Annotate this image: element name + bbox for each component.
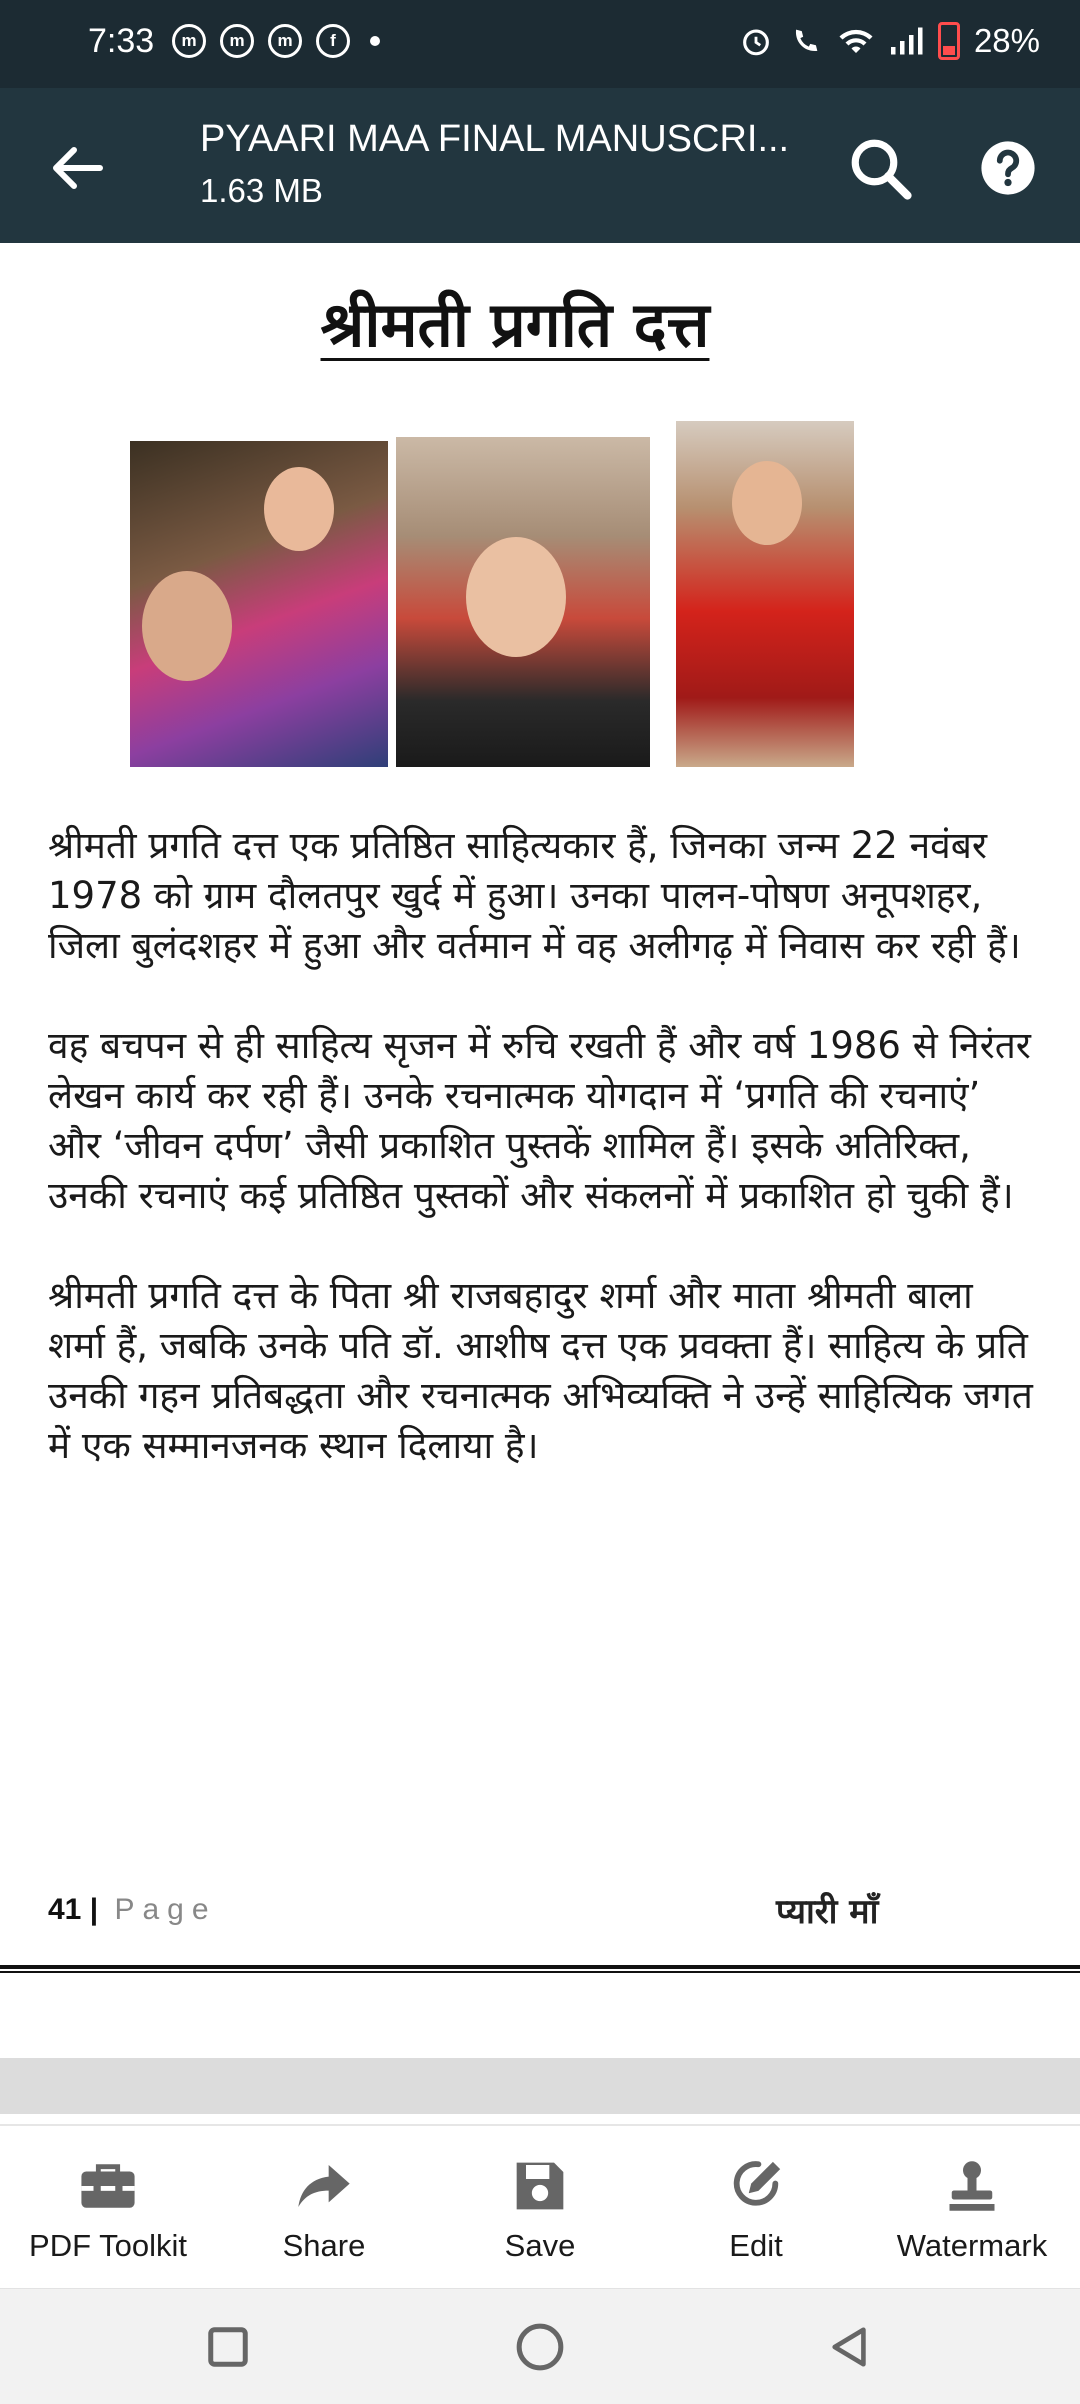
app-header [0,88,1080,243]
home-button[interactable] [510,2317,570,2377]
messenger-icon: m [172,24,206,58]
share-arrow-icon [294,2156,354,2216]
paragraph: श्रीमती प्रगति दत्त एक प्रतिष्ठित साहित्यकार हैं, जिनका जन्म 22 नवंबर 1978 को ग्राम दौलतपुर खुर्द में हुआ। उनका पालन-पोषण अनूपशहर, जिला बुलंदशहर में हुआ और वर्तमान में वह अलीगढ़ में निवास कर रही हैं। [48,824,1021,967]
toolbar-label: Watermark [896,2228,1048,2263]
status-time: 7:33 [88,22,155,60]
toolbar-label: Save [504,2228,576,2263]
back-arrow-icon [52,146,104,190]
page-number-footer [48,1893,217,1927]
search-icon [847,135,913,201]
photo-smiling-woman [396,437,650,767]
back-triangle-icon [827,2324,873,2370]
stamp-icon [942,2156,1002,2216]
wifi-icon [838,24,874,58]
document-page[interactable] [0,243,1080,1973]
page-number: 41 [48,1893,82,1926]
page-word: Page [114,1893,217,1926]
pdf-toolkit-button[interactable] [0,2126,216,2290]
paragraph: वह बचपन से ही साहित्य सृजन में रुचि रखती हैं और वर्ष 1986 से निरंतर लेखन कार्य कर रही हैं। उनके रचनात्मक योगदान में ‘प्रगति की रचनाएं’ और ‘जीवन दर्पण’ जैसी प्रकाशित पुस्तकें शामिल हैं। इसके अतिरिक्त, उनकी रचनाएं कई प्रतिष्ठित पुस्तकों और संकलनों में प्रकाशित हो चुकी हैं। [48,1024,1031,1217]
search-button[interactable] [840,128,920,208]
photo-woman-red-saree [676,421,854,767]
paragraph: श्रीमती प्रगति दत्त के पिता श्री राजबहादुर शर्मा और माता श्रीमती बाला शर्मा हैं, जबकि उनके पति डॉ. आशीष दत्त एक प्रवक्ता हैं। साहित्य के प्रति उनकी गहन प्रतिबद्धता और रचनात्मक अभिव्यक्ति ने उन्हें साहित्यिक जगत में एक सम्मानजनक स्थान दिलाया है। [48,1274,1033,1467]
toolbox-icon [78,2156,138,2216]
status-bar [0,0,1080,88]
more-notifications-dot [370,36,380,46]
save-button[interactable] [432,2126,648,2290]
home-circle-icon [515,2322,565,2372]
call-wifi-icon [788,24,824,58]
back-nav-button[interactable] [820,2317,880,2377]
toolbar-label: PDF Toolkit [29,2228,187,2263]
back-button[interactable] [40,130,116,206]
page-heading: श्रीमती प्रगति दत्त [320,288,710,361]
alarm-icon [738,24,774,58]
footer-book-title: प्यारी माँ [776,1892,879,1932]
help-button[interactable] [972,132,1044,204]
edit-button[interactable] [648,2126,864,2290]
system-navigation-bar [0,2288,1080,2404]
page-gap [0,2058,1080,2114]
document-file-size: 1.63 MB [200,172,323,209]
watermark-button[interactable] [864,2126,1080,2290]
messenger-icon: m [220,24,254,58]
status-indicators [738,22,1040,60]
facebook-icon: f [316,24,350,58]
help-icon [979,139,1037,197]
bottom-toolbar [0,2124,1080,2288]
document-body [48,821,1038,1521]
toolbar-label: Share [282,2228,366,2263]
document-title: PYAARI MAA FINAL MANUSCRI... [200,118,790,160]
share-button[interactable] [216,2126,432,2290]
battery-percent: 28% [973,22,1040,59]
page-separator: | [89,1893,99,1926]
messenger-icon: m [268,24,302,58]
footer-divider [0,1965,1080,1973]
recents-button[interactable] [198,2317,258,2377]
toolbar-label: Edit [729,2228,783,2263]
edit-pencil-icon [726,2156,786,2216]
signal-icon [888,24,924,58]
battery-icon [938,22,960,60]
save-icon [510,2156,570,2216]
photo-mother-and-daughter [130,441,388,767]
notification-icons [172,24,380,58]
recents-square-icon [205,2324,251,2370]
